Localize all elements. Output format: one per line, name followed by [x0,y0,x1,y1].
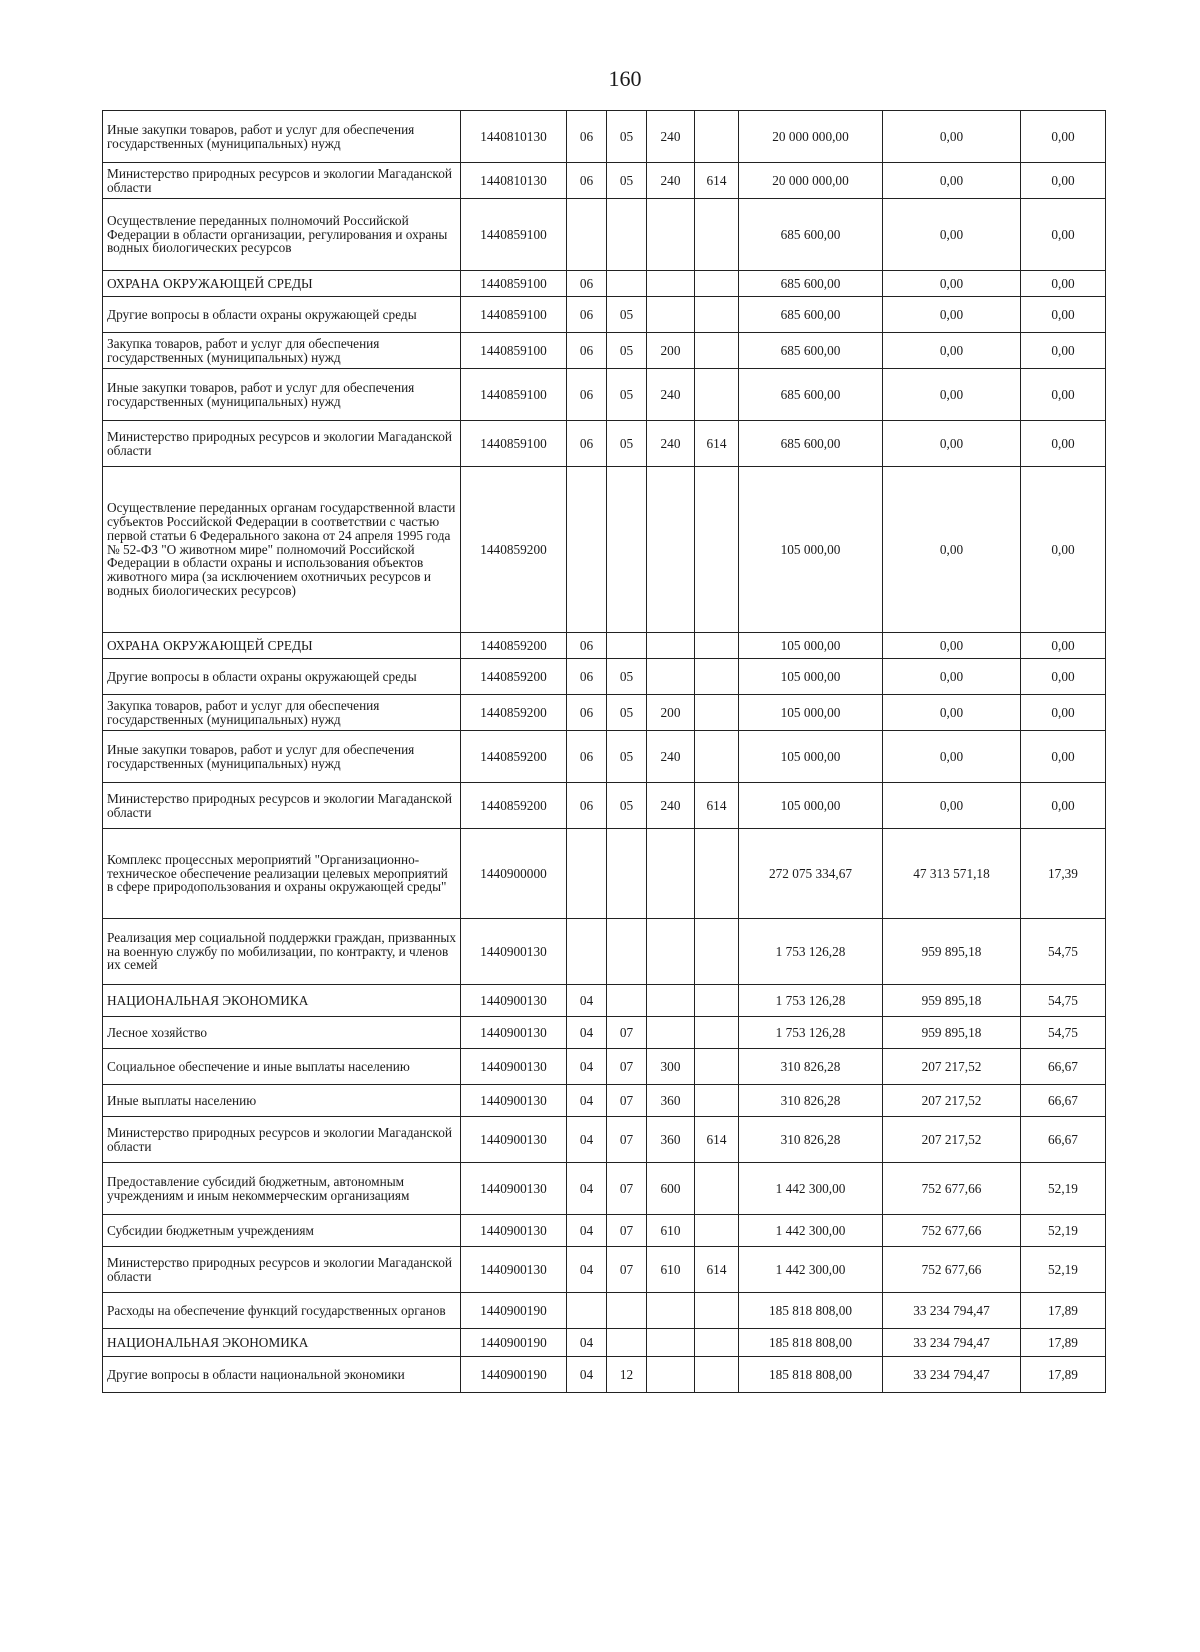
table-row [103,1085,1106,1117]
row-plan-amount: 685 600,00 [739,421,883,467]
row-percent: 0,00 [1021,163,1106,199]
row-plan-amount: 20 000 000,00 [739,163,883,199]
row-plan-amount: 1 753 126,28 [739,1017,883,1049]
row-code: 1440859100 [461,271,567,297]
row-fact-amount: 0,00 [883,633,1021,659]
row-section: 06 [567,333,607,369]
row-fact-amount: 752 677,66 [883,1163,1021,1215]
table-row [103,1247,1106,1293]
row-section: 04 [567,1163,607,1215]
row-subsection [607,467,647,633]
row-percent: 52,19 [1021,1247,1106,1293]
row-code: 1440810130 [461,111,567,163]
row-fact-amount: 0,00 [883,783,1021,829]
row-code: 1440859200 [461,659,567,695]
table-row [103,985,1106,1017]
row-grbs [695,1293,739,1329]
row-subsection: 05 [607,421,647,467]
row-name: Социальное обеспечение и иные выплаты населению [103,1049,461,1085]
row-expense-type [647,297,695,333]
row-section: 04 [567,1247,607,1293]
row-plan-amount: 272 075 334,67 [739,829,883,919]
row-name: Лесное хозяйство [103,1017,461,1049]
row-grbs: 614 [695,783,739,829]
row-expense-type: 600 [647,1163,695,1215]
row-subsection: 07 [607,1247,647,1293]
row-section: 04 [567,1117,607,1163]
row-subsection: 05 [607,695,647,731]
table-row [103,731,1106,783]
row-subsection [607,271,647,297]
row-name: Иные закупки товаров, работ и услуг для обеспечения государственных (муниципальных) нужд [103,369,461,421]
table-row [103,467,1106,633]
row-grbs [695,1329,739,1357]
row-section: 04 [567,1215,607,1247]
row-name: Реализация мер социальной поддержки граждан, призванных на военную службу по мобилизации, по контракту, и членов их семей [103,919,461,985]
table-row [103,1049,1106,1085]
row-plan-amount: 105 000,00 [739,695,883,731]
row-percent: 17,39 [1021,829,1106,919]
row-section [567,1293,607,1329]
row-percent: 52,19 [1021,1215,1106,1247]
row-percent: 52,19 [1021,1163,1106,1215]
table-row [103,659,1106,695]
row-section [567,919,607,985]
row-subsection [607,1329,647,1357]
row-name: Министерство природных ресурсов и экологии Магаданской области [103,163,461,199]
row-plan-amount: 105 000,00 [739,467,883,633]
page-number: 160 [608,66,642,91]
row-expense-type [647,985,695,1017]
row-subsection [607,829,647,919]
row-plan-amount: 185 818 808,00 [739,1329,883,1357]
row-fact-amount: 752 677,66 [883,1247,1021,1293]
row-code: 1440900000 [461,829,567,919]
row-name: Закупка товаров, работ и услуг для обеспечения государственных (муниципальных) нужд [103,333,461,369]
row-plan-amount: 1 442 300,00 [739,1247,883,1293]
row-section: 06 [567,633,607,659]
row-subsection: 07 [607,1117,647,1163]
row-grbs [695,1049,739,1085]
row-percent: 0,00 [1021,333,1106,369]
row-fact-amount: 0,00 [883,111,1021,163]
row-section: 06 [567,271,607,297]
row-plan-amount: 685 600,00 [739,333,883,369]
row-code: 1440900130 [461,1085,567,1117]
row-grbs [695,271,739,297]
row-code: 1440900190 [461,1293,567,1329]
row-name: НАЦИОНАЛЬНАЯ ЭКОНОМИКА [103,985,461,1017]
row-expense-type [647,829,695,919]
row-plan-amount: 310 826,28 [739,1085,883,1117]
row-fact-amount: 207 217,52 [883,1085,1021,1117]
row-fact-amount: 207 217,52 [883,1117,1021,1163]
row-code: 1440859100 [461,297,567,333]
row-code: 1440900130 [461,1049,567,1085]
row-section: 04 [567,1017,607,1049]
table-row [103,163,1106,199]
row-percent: 0,00 [1021,695,1106,731]
row-percent: 0,00 [1021,369,1106,421]
row-code: 1440859200 [461,695,567,731]
row-subsection: 12 [607,1357,647,1393]
budget-table [102,110,1106,1393]
row-expense-type: 200 [647,333,695,369]
row-name: Другие вопросы в области охраны окружающей среды [103,659,461,695]
row-code: 1440900130 [461,985,567,1017]
row-name: Осуществление переданных полномочий Российской Федерации в области организации, регулирования и охраны водных биологических ресурсов [103,199,461,271]
row-percent: 0,00 [1021,271,1106,297]
row-subsection: 05 [607,659,647,695]
row-fact-amount: 0,00 [883,731,1021,783]
row-plan-amount: 1 442 300,00 [739,1163,883,1215]
row-fact-amount: 0,00 [883,369,1021,421]
row-grbs [695,829,739,919]
row-grbs [695,633,739,659]
row-section: 06 [567,731,607,783]
row-percent: 66,67 [1021,1085,1106,1117]
row-fact-amount: 959 895,18 [883,919,1021,985]
row-fact-amount: 33 234 794,47 [883,1357,1021,1393]
row-plan-amount: 310 826,28 [739,1117,883,1163]
row-expense-type: 240 [647,421,695,467]
row-expense-type [647,467,695,633]
row-name: Осуществление переданных органам государственной власти субъектов Российской Федерации в соответствии с частью первой статьи 6 Федерального закона от 24 апреля 1995 года № 52-ФЗ "О животном мире" полномочий Российской Федерации в области охраны и использования объектов животного мира (за исключением охотничьих ресурсов и водных биологических ресурсов) [103,467,461,633]
row-name: Министерство природных ресурсов и экологии Магаданской области [103,1247,461,1293]
row-name: Другие вопросы в области национальной экономики [103,1357,461,1393]
row-expense-type [647,659,695,695]
row-fact-amount: 0,00 [883,659,1021,695]
row-plan-amount: 185 818 808,00 [739,1357,883,1393]
row-code: 1440859200 [461,731,567,783]
row-expense-type: 240 [647,163,695,199]
row-percent: 54,75 [1021,985,1106,1017]
row-subsection: 05 [607,163,647,199]
row-plan-amount: 1 753 126,28 [739,919,883,985]
table-row [103,633,1106,659]
row-code: 1440859200 [461,783,567,829]
row-percent: 0,00 [1021,659,1106,695]
row-percent: 54,75 [1021,919,1106,985]
row-grbs [695,1017,739,1049]
row-fact-amount: 0,00 [883,467,1021,633]
table-row [103,919,1106,985]
row-grbs [695,1085,739,1117]
row-expense-type: 360 [647,1085,695,1117]
row-grbs [695,1163,739,1215]
row-expense-type [647,1357,695,1393]
row-section: 06 [567,163,607,199]
row-subsection: 07 [607,1215,647,1247]
row-name: Министерство природных ресурсов и экологии Магаданской области [103,1117,461,1163]
row-fact-amount: 0,00 [883,163,1021,199]
row-fact-amount: 47 313 571,18 [883,829,1021,919]
table-row [103,1017,1106,1049]
row-grbs [695,695,739,731]
row-expense-type: 240 [647,731,695,783]
row-code: 1440900130 [461,1163,567,1215]
row-subsection: 05 [607,731,647,783]
row-section [567,467,607,633]
row-subsection: 05 [607,297,647,333]
table-row [103,1215,1106,1247]
row-plan-amount: 105 000,00 [739,633,883,659]
row-code: 1440900190 [461,1329,567,1357]
row-grbs [695,659,739,695]
row-expense-type: 610 [647,1247,695,1293]
row-subsection [607,919,647,985]
row-grbs [695,199,739,271]
row-section [567,829,607,919]
row-subsection [607,1293,647,1329]
row-grbs [695,1215,739,1247]
row-name: Министерство природных ресурсов и экологии Магаданской области [103,783,461,829]
row-expense-type: 240 [647,111,695,163]
row-section [567,199,607,271]
row-section: 04 [567,1357,607,1393]
row-plan-amount: 685 600,00 [739,271,883,297]
row-section: 06 [567,369,607,421]
table-body [103,111,1106,1393]
row-grbs: 614 [695,421,739,467]
row-expense-type [647,199,695,271]
row-plan-amount: 685 600,00 [739,369,883,421]
row-name: ОХРАНА ОКРУЖАЮЩЕЙ СРЕДЫ [103,271,461,297]
row-fact-amount: 752 677,66 [883,1215,1021,1247]
table-row [103,695,1106,731]
row-plan-amount: 310 826,28 [739,1049,883,1085]
row-code: 1440900130 [461,1247,567,1293]
row-grbs: 614 [695,163,739,199]
row-code: 1440859100 [461,199,567,271]
row-section: 06 [567,421,607,467]
row-percent: 17,89 [1021,1357,1106,1393]
row-grbs [695,1357,739,1393]
row-name: Расходы на обеспечение функций государственных органов [103,1293,461,1329]
row-plan-amount: 185 818 808,00 [739,1293,883,1329]
row-code: 1440900130 [461,1117,567,1163]
row-section: 04 [567,1329,607,1357]
table-row [103,199,1106,271]
row-subsection: 05 [607,369,647,421]
row-code: 1440900190 [461,1357,567,1393]
row-percent: 66,67 [1021,1049,1106,1085]
row-name: Предоставление субсидий бюджетным, автономным учреждениям и иным некоммерческим организациям [103,1163,461,1215]
row-section: 04 [567,985,607,1017]
row-percent: 0,00 [1021,111,1106,163]
row-fact-amount: 0,00 [883,271,1021,297]
row-fact-amount: 0,00 [883,695,1021,731]
row-subsection: 05 [607,783,647,829]
row-name: Иные закупки товаров, работ и услуг для обеспечения государственных (муниципальных) нужд [103,111,461,163]
table-row [103,1329,1106,1357]
row-percent: 0,00 [1021,633,1106,659]
row-plan-amount: 1 753 126,28 [739,985,883,1017]
row-section: 06 [567,297,607,333]
row-plan-amount: 105 000,00 [739,659,883,695]
table-row [103,1117,1106,1163]
row-percent: 0,00 [1021,731,1106,783]
row-expense-type [647,271,695,297]
row-expense-type: 240 [647,783,695,829]
row-expense-type [647,919,695,985]
row-subsection [607,199,647,271]
row-expense-type [647,1329,695,1357]
row-fact-amount: 33 234 794,47 [883,1293,1021,1329]
row-percent: 0,00 [1021,297,1106,333]
row-expense-type: 610 [647,1215,695,1247]
row-fact-amount: 207 217,52 [883,1049,1021,1085]
row-percent: 0,00 [1021,467,1106,633]
row-name: Иные выплаты населению [103,1085,461,1117]
row-section: 06 [567,695,607,731]
table-row [103,297,1106,333]
row-fact-amount: 0,00 [883,333,1021,369]
row-plan-amount: 1 442 300,00 [739,1215,883,1247]
row-code: 1440900130 [461,1017,567,1049]
table-row [103,829,1106,919]
row-grbs [695,985,739,1017]
row-expense-type: 240 [647,369,695,421]
row-grbs [695,111,739,163]
row-code: 1440859200 [461,467,567,633]
row-expense-type [647,633,695,659]
row-grbs [695,369,739,421]
row-name: Закупка товаров, работ и услуг для обеспечения государственных (муниципальных) нужд [103,695,461,731]
row-name: Министерство природных ресурсов и экологии Магаданской области [103,421,461,467]
row-code: 1440900130 [461,1215,567,1247]
row-grbs [695,333,739,369]
row-grbs [695,297,739,333]
row-subsection: 07 [607,1049,647,1085]
row-name: НАЦИОНАЛЬНАЯ ЭКОНОМИКА [103,1329,461,1357]
table-row [103,1293,1106,1329]
row-grbs: 614 [695,1117,739,1163]
row-name: Другие вопросы в области охраны окружающей среды [103,297,461,333]
row-code: 1440859100 [461,333,567,369]
row-plan-amount: 685 600,00 [739,199,883,271]
table-row [103,333,1106,369]
row-section: 06 [567,783,607,829]
row-percent: 54,75 [1021,1017,1106,1049]
row-expense-type: 200 [647,695,695,731]
row-fact-amount: 0,00 [883,297,1021,333]
row-percent: 17,89 [1021,1293,1106,1329]
row-percent: 0,00 [1021,783,1106,829]
row-section: 06 [567,111,607,163]
table-row [103,271,1106,297]
row-grbs [695,919,739,985]
row-expense-type: 360 [647,1117,695,1163]
row-code: 1440859100 [461,369,567,421]
row-section: 04 [567,1049,607,1085]
row-subsection: 07 [607,1017,647,1049]
row-percent: 17,89 [1021,1329,1106,1357]
row-name: ОХРАНА ОКРУЖАЮЩЕЙ СРЕДЫ [103,633,461,659]
row-grbs [695,731,739,783]
table-row [103,111,1106,163]
row-plan-amount: 20 000 000,00 [739,111,883,163]
table-row [103,1163,1106,1215]
row-subsection: 07 [607,1163,647,1215]
row-fact-amount: 959 895,18 [883,985,1021,1017]
row-expense-type: 300 [647,1049,695,1085]
row-fact-amount: 33 234 794,47 [883,1329,1021,1357]
row-grbs [695,467,739,633]
row-percent: 0,00 [1021,421,1106,467]
row-code: 1440810130 [461,163,567,199]
row-name: Субсидии бюджетным учреждениям [103,1215,461,1247]
row-section: 04 [567,1085,607,1117]
row-code: 1440859100 [461,421,567,467]
row-subsection [607,985,647,1017]
row-expense-type [647,1293,695,1329]
table-row [103,1357,1106,1393]
row-percent: 0,00 [1021,199,1106,271]
row-name: Иные закупки товаров, работ и услуг для обеспечения государственных (муниципальных) нужд [103,731,461,783]
table-row [103,369,1106,421]
row-code: 1440900130 [461,919,567,985]
row-percent: 66,67 [1021,1117,1106,1163]
table-row [103,783,1106,829]
table-row [103,421,1106,467]
row-subsection: 05 [607,333,647,369]
row-fact-amount: 0,00 [883,199,1021,271]
row-expense-type [647,1017,695,1049]
row-code: 1440859200 [461,633,567,659]
row-fact-amount: 959 895,18 [883,1017,1021,1049]
row-fact-amount: 0,00 [883,421,1021,467]
row-name: Комплекс процессных мероприятий "Организационно-техническое обеспечение реализации целевых мероприятий в сфере природопользования и охраны окружающей среды" [103,829,461,919]
row-plan-amount: 685 600,00 [739,297,883,333]
row-plan-amount: 105 000,00 [739,731,883,783]
row-subsection: 07 [607,1085,647,1117]
row-subsection [607,633,647,659]
row-grbs: 614 [695,1247,739,1293]
row-subsection: 05 [607,111,647,163]
row-section: 06 [567,659,607,695]
row-plan-amount: 105 000,00 [739,783,883,829]
